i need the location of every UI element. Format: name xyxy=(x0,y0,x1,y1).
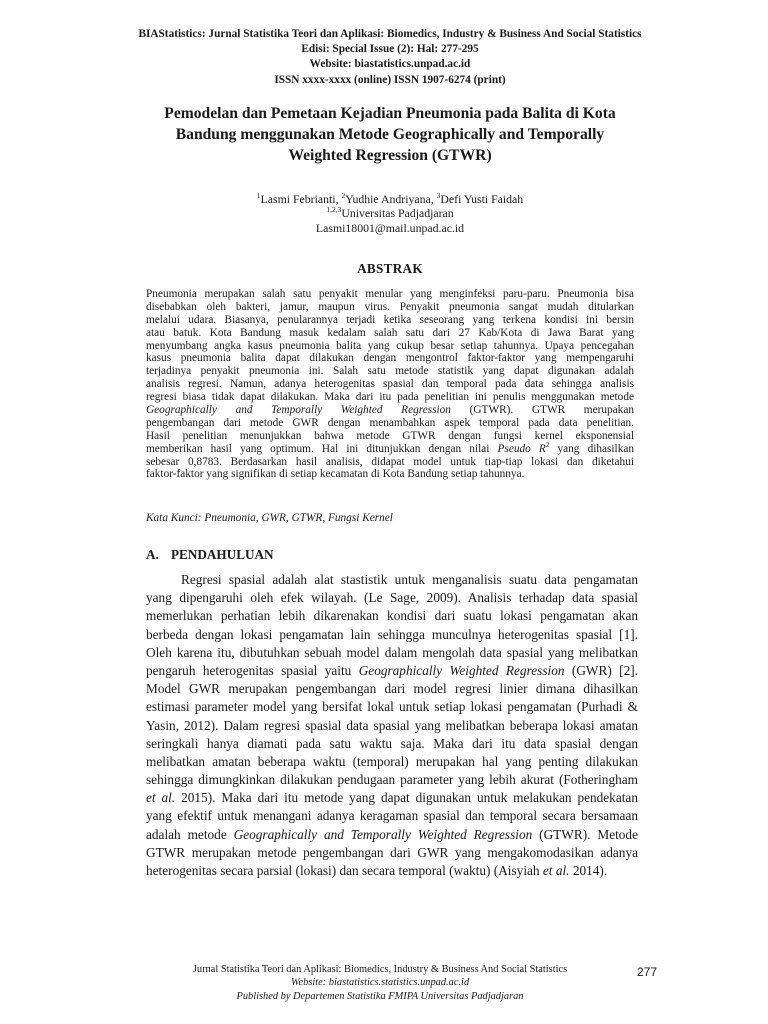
body-line: GTWR merupakan metode pengembangan dari GWR yang mengakomodasikan adanya xyxy=(146,844,638,860)
abstract-line: regresi biasa tidak dapat dilakukan. Maka dari itu pada penelitian ini penulis menggunakan metode xyxy=(146,391,634,404)
abstract-line: analisis regresi. Namun, adanya heterogenitas spasial dan temporal pada data sehingga analisis xyxy=(146,378,634,391)
body-text-run: (GWR) [2]. xyxy=(571,662,638,678)
abstract-text-run: memberikan hasil yang optimum. Hal ini ditunjukkan dengan nilai xyxy=(146,442,490,455)
abstract-line: terjadinya penyakit pneumonia ini. Salah satu metode statistik yang dapat digunakan adalah xyxy=(146,365,634,378)
body-italic: et al. xyxy=(146,790,176,806)
author-block xyxy=(150,192,630,236)
body-text xyxy=(146,571,638,880)
journal-issn: ISSN xxxx-xxxx (online) ISSN 1907-6274 (print) xyxy=(274,73,506,86)
body-line xyxy=(146,662,638,680)
affiliation-name: Universitas Padjadjaran xyxy=(341,206,454,220)
body-line xyxy=(146,789,638,807)
abstract-heading: ABSTRAK xyxy=(357,261,423,276)
abstract-line: kasus pneumonia balita dapat dilakukan dengan mengontrol faktor-faktor yang mempengaruhi xyxy=(146,352,634,365)
journal-edition: Edisi: Special Issue (2): Hal: 277-295 xyxy=(301,43,479,56)
abstract-text-run: yang dihasilkan xyxy=(557,442,634,455)
abstract-line: melalui udara. Biasanya, penularannya terjadi ketika seseorang yang terkena kondisi ini bersin xyxy=(146,313,634,326)
journal-website: Website: biastatistics.unpad.ac.id xyxy=(309,58,471,71)
affiliation xyxy=(150,206,630,221)
body-line: melibatkan amatan beberapa waktu (temporal) merupakan hal yang penting dilakukan xyxy=(146,753,638,769)
abstract-superscript: 2 xyxy=(545,440,550,449)
body-line: seringkali hanya diamati pada satu waktu saja. Maka dari itu data spasial dengan xyxy=(146,735,638,751)
abstract-italic: Geographically and Temporally Weighted Regression xyxy=(146,404,451,417)
body-line xyxy=(146,826,638,844)
keywords: Kata Kunci: Pneumonia, GWR, GTWR, Fungsi Kernel xyxy=(146,512,393,524)
author-sup: 2 xyxy=(341,191,346,200)
abstract-text xyxy=(146,288,634,481)
body-text-run: (GTWR). Metode xyxy=(539,826,638,842)
section-title: PENDAHULUAN xyxy=(171,547,274,562)
abstract-line xyxy=(146,440,634,456)
author-name: Lasmi Febrianti, xyxy=(260,192,342,206)
body-line: Regresi spasial adalah alat stastistik untuk menganalisis suatu data pengamatan xyxy=(181,572,638,587)
abstract-line: Pneumonia merupakan salah satu penyakit menular yang menginfeksi paru-paru. Pneumonia bisa xyxy=(146,288,634,300)
abstract-line: atau batuk. Kota Bandung masuk kedalam salah satu dari 27 Kab/Kota di Jawa Barat yang xyxy=(146,326,634,339)
abstract-line xyxy=(146,404,634,417)
body-line: Oleh karena itu, dibutuhkan sebuah model dalam mengolah data spasial yang melibatkan xyxy=(146,644,638,660)
body-line: Model GWR merupakan pengembangan dari model regresi linier dimana dihasilkan xyxy=(146,681,638,697)
body-text-run: heterogenitas secara parsial (lokasi) dan secara temporal (waktu) (Aisyiah xyxy=(146,863,540,878)
author-sup: 3 xyxy=(436,191,441,200)
footer-publisher: Published by Departemen Statistika FMIPA Universitas Padjadjaran xyxy=(236,990,524,1002)
abstract-line: Hasil penelitian menunjukkan bahwa metode GTWR dengan fungsi kernel eksponensial xyxy=(146,429,634,442)
title-line: Bandung menggunakan Metode Geographically and Temporally xyxy=(175,126,605,143)
journal-header xyxy=(90,27,690,88)
page-number: 277 xyxy=(637,965,658,979)
body-text-run: 2014). xyxy=(572,863,608,878)
body-line: yang efektif untuk menangani adanya keragaman spasial dan temporal secara bersamaan xyxy=(146,808,638,824)
abstract-line: sebesar 0,8783. Berdasarkan hasil analisis, didapat model untuk tiap-tiap lokasi dan diketahui xyxy=(146,455,634,468)
author-sup: 1 xyxy=(256,191,261,200)
abstract-line: pengembangan dari metode GWR dengan menambahkan aspek temporal pada data penelitian. xyxy=(146,416,634,429)
author-name: Defi Yusti Faidah xyxy=(440,192,524,206)
author-list xyxy=(150,192,630,207)
section-number: A. xyxy=(146,547,159,562)
abstract-italic: Pseudo R xyxy=(497,442,546,455)
title-line: Pemodelan dan Pemetaan Kejadian Pneumonia pada Balita di Kota xyxy=(164,105,616,122)
footer-journal: Jurnal Statistika Teori dan Aplikasi: Biomedics, Industry & Business And Social Statistics xyxy=(192,964,568,975)
body-text-run: pengaruh heterogenitas spasial yaitu xyxy=(146,662,352,678)
author-name: Yudhie Andriyana, xyxy=(345,192,437,206)
body-italic: Geographically Weighted Regression xyxy=(358,662,565,678)
body-italic: et al. xyxy=(542,863,570,878)
body-line: berbeda dengan lokasi pengamatan lain sehingga munculnya heterogenitas spasial [1]. xyxy=(146,626,638,642)
affiliation-sup: 1,2,3 xyxy=(326,205,342,214)
paper-title xyxy=(120,103,660,166)
body-line: estimasi parameter model yang bersifat lokal untuk setiap lokasi pengamatan (Purhadi & xyxy=(146,699,638,715)
body-italic: Geographically and Temporally Weighted Regression xyxy=(233,826,533,842)
abstract-line: menyumbang angka kasus pneumonia balita yang cukup besar setiap tahunnya. Upaya pencegahan xyxy=(146,339,634,352)
abstract-line: disebabkan oleh bakteri, jamur, maupun virus. Penyakit pneumonia sangat mudah ditularkan xyxy=(146,300,634,313)
body-line: sehingga dimungkinkan dilakukan pendugaan parameter yang lebih akurat (Fotheringham xyxy=(146,772,638,788)
body-line xyxy=(146,862,638,880)
title-line: Weighted Regression (GTWR) xyxy=(288,147,492,164)
body-text-run: 2015). Maka dari itu metode yang dapat digunakan untuk melakukan pendekatan xyxy=(181,790,638,806)
body-text-run: adalah metode xyxy=(146,826,227,842)
page-footer xyxy=(130,963,630,1003)
body-line: yang dipengaruhi oleh efek wilayah. (Le Sage, 2009). Analisis terhadap data spasial xyxy=(146,590,638,606)
body-line: memerlukan perhatian lebih dikarenakan kondisi dari suatu lokasi pengamatan akan xyxy=(146,608,638,624)
section-heading xyxy=(146,547,274,563)
author-email: Lasmi18001@mail.unpad.ac.id xyxy=(315,221,465,235)
journal-name: BIAStatistics: Jurnal Statistika Teori dan Aplikasi: Biomedics, Industry & Business And Social Statistics xyxy=(138,28,642,40)
footer-website: Website: biastatistics.statistics.unpad.ac.id xyxy=(290,977,470,989)
abstract-text-run: (GTWR). GTWR merupakan xyxy=(469,404,634,417)
body-line: Yasin, 2012). Dalam regresi spasial data spasial yang melibatkan beberapa lokasi amatan xyxy=(146,717,638,733)
abstract-line: faktor-faktor yang signifikan di setiap kecamatan di Kota Bandung setiap tahunnya. xyxy=(146,468,525,481)
